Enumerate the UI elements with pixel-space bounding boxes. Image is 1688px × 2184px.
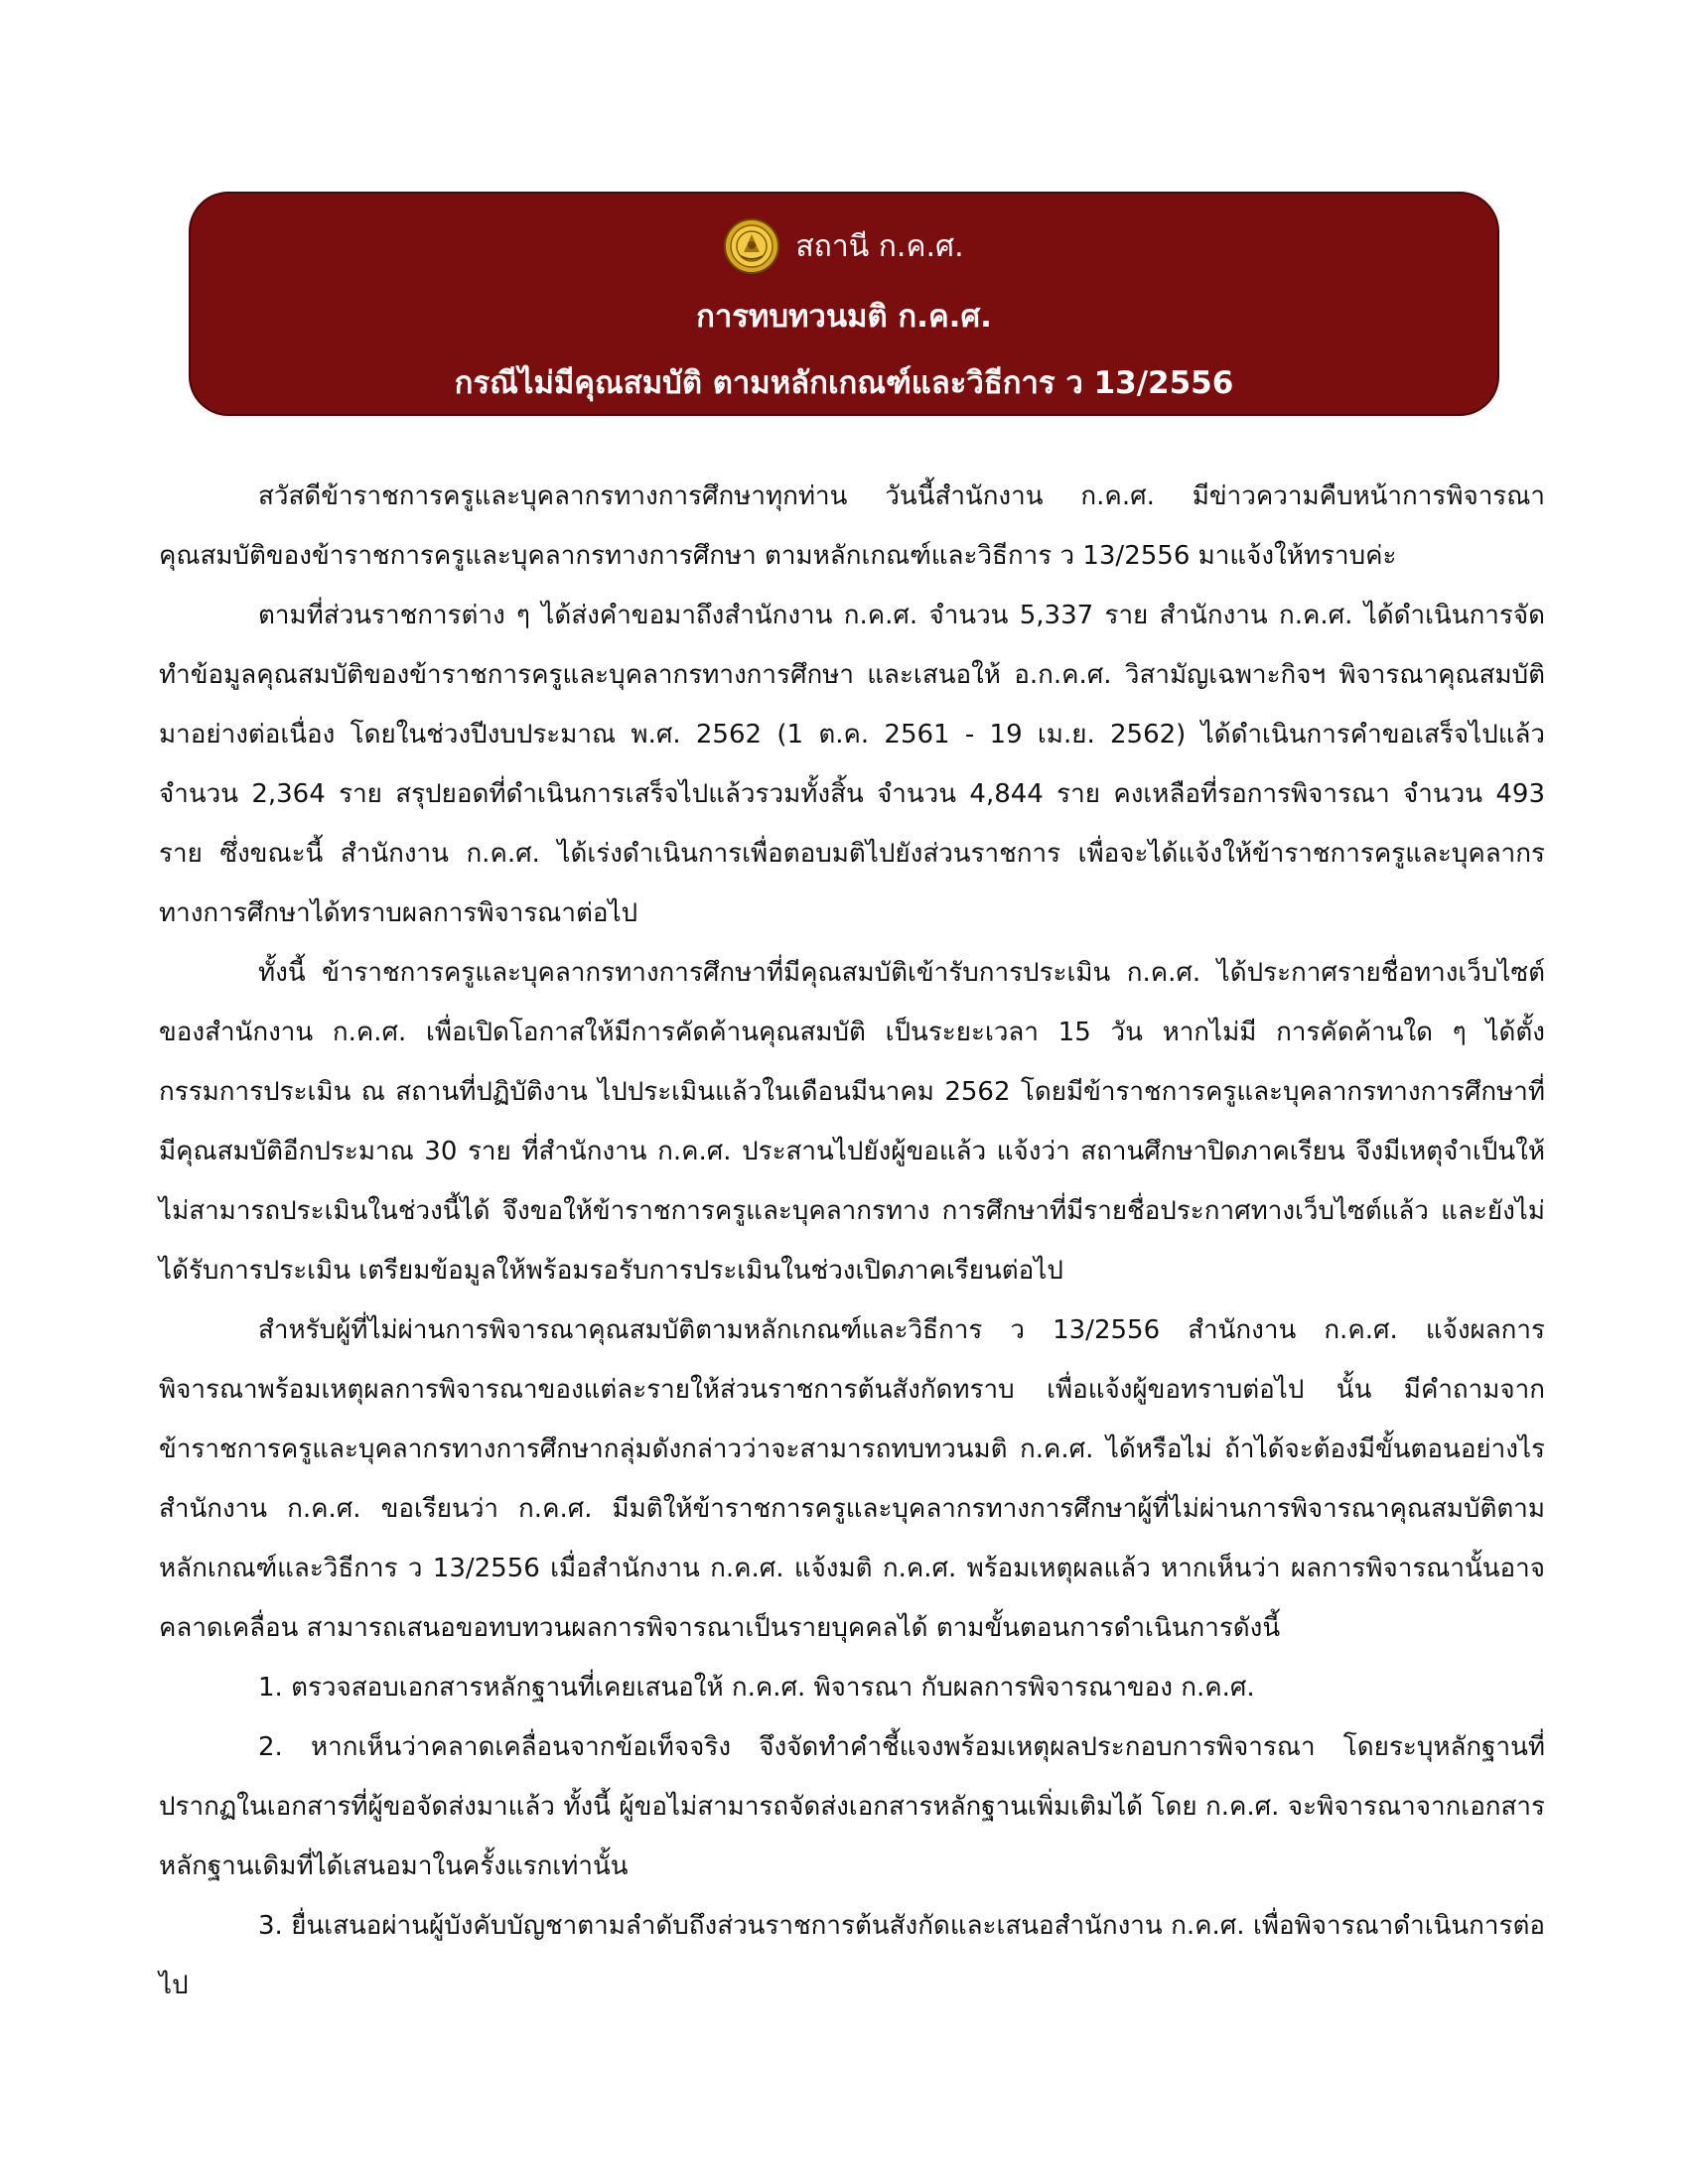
- header-banner: [189, 192, 1499, 416]
- station-name: สถานี ก.ค.ศ.: [795, 228, 964, 264]
- paragraph-progress: ตามที่ส่วนราชการต่าง ๆ ได้ส่งคำขอมาถึงสำนักงาน ก.ค.ศ. จำนวน 5,337 ราย สำนักงาน ก.ค.ศ. ได้ดำเนินการจัดทำข้อมูลคุณสมบัติของข้าราชการครูและบุคลากรทางการศึกษา และเสนอให้ อ.ก.ค.ศ. วิสามัญเฉพาะกิจฯ พิจารณาคุณสมบัติมาอย่างต่อเนื่อง โดยในช่วงปีงบประมาณ พ.ศ. 2562 (1 ต.ค. 2561 - 19 เม.ย. 2562) ได้ดำเนินการคำขอเสร็จไปแล้ว จำนวน 2,364 ราย สรุปยอดที่ดำเนินการเสร็จไปแล้วรวมทั้งสิ้น จำนวน 4,844 ราย คงเหลือที่รอการพิจารณา จำนวน 493 ราย ซึ่งขณะนี้ สำนักงาน ก.ค.ศ. ได้เร่งดำเนินการเพื่อตอบมติไปยังส่วนราชการ เพื่อจะได้แจ้งให้ข้าราชการครูและบุคลากรทางการศึกษาได้ทราบผลการพิจารณาต่อไป: [159, 601, 1545, 928]
- step-item: 2. หากเห็นว่าคลาดเคลื่อนจากข้อเท็จจริง จึงจัดทำคำชี้แจงพร้อมเหตุผลประกอบการพิจารณา โดยระบุหลักฐานที่ปรากฏในเอกสารที่ผู้ขอจัดส่งมาแล้ว ทั้งนี้ ผู้ขอไม่สามารถจัดส่งเอกสารหลักฐานเพิ่มเติมได้ โดย ก.ค.ศ. จะพิจารณาจากเอกสารหลักฐานเดิมที่ได้เสนอมาในครั้งแรกเท่านั้น: [159, 1732, 1545, 1881]
- station-row: [191, 218, 1497, 274]
- document-body: [159, 467, 1545, 2015]
- page-subtitle: กรณีไม่มีคุณสมบัติ ตามหลักเกณฑ์และวิธีการ ว 13/2556: [454, 365, 1234, 401]
- step-item: 3. ยื่นเสนอผ่านผู้บังคับบัญชาตามลำดับถึงส่วนราชการต้นสังกัดและเสนอสำนักงาน ก.ค.ศ. เพื่อพิจารณาดำเนินการต่อไป: [159, 1911, 1545, 2000]
- page-title: การทบทวนมติ ก.ค.ศ.: [696, 299, 992, 335]
- paragraph-evaluation: ทั้งนี้ ข้าราชการครูและบุคลากรทางการศึกษาที่มีคุณสมบัติเข้ารับการประเมิน ก.ค.ศ. ได้ประกาศรายชื่อทางเว็บไซต์ของสำนักงาน ก.ค.ศ. เพื่อเปิดโอกาสให้มีการคัดค้านคุณสมบัติ เป็นระยะเวลา 15 วัน หากไม่มี การคัดค้านใด ๆ ได้ตั้งกรรมการประเมิน ณ สถานที่ปฏิบัติงาน ไปประเมินแล้วในเดือนมีนาคม 2562 โดยมีข้าราชการครูและบุคลากรทางการศึกษาที่มีคุณสมบัติอีกประมาณ 30 ราย ที่สำนักงาน ก.ค.ศ. ประสานไปยังผู้ขอแล้ว แจ้งว่า สถานศึกษาปิดภาคเรียน จึงมีเหตุจำเป็นให้ไม่สามารถประเมินในช่วงนี้ได้ จึงขอให้ข้าราชการครูและบุคลากรทาง การศึกษาที่มีรายชื่อประกาศทางเว็บไซต์แล้ว และยังไม่ได้รับการประเมิน เตรียมข้อมูลให้พร้อมรอรับการประเมินในช่วงเปิดภาคเรียนต่อไป: [159, 958, 1545, 1286]
- paragraph-review: สำหรับผู้ที่ไม่ผ่านการพิจารณาคุณสมบัติตามหลักเกณฑ์และวิธีการ ว 13/2556 สำนักงาน ก.ค.ศ. แจ้งผลการพิจารณาพร้อมเหตุผลการพิจารณาของแต่ละรายให้ส่วนราชการต้นสังกัดทราบ เพื่อแจ้งผู้ขอทราบต่อไป นั้น มีคำถามจากข้าราชการครูและบุคลากรทางการศึกษากลุ่มดังกล่าวว่าจะสามารถทบทวนมติ ก.ค.ศ. ได้หรือไม่ ถ้าได้จะต้องมีขั้นตอนอย่างไร สำนักงาน ก.ค.ศ. ขอเรียนว่า ก.ค.ศ. มีมติให้ข้าราชการครูและบุคลากรทางการศึกษาผู้ที่ไม่ผ่านการพิจารณาคุณสมบัติตามหลักเกณฑ์และวิธีการ ว 13/2556 เมื่อสำนักงาน ก.ค.ศ. แจ้งมติ ก.ค.ศ. พร้อมเหตุผลแล้ว หากเห็นว่า ผลการพิจารณานั้นอาจคลาดเคลื่อน สามารถเสนอขอทบทวนผลการพิจารณาเป็นรายบุคคลได้ ตามขั้นตอนการดำเนินการดังนี้: [159, 1315, 1545, 1643]
- step-item: 1. ตรวจสอบเอกสารหลักฐานที่เคยเสนอให้ ก.ค.ศ. พิจารณา กับผลการพิจารณาของ ก.ค.ศ.: [258, 1673, 1255, 1703]
- ocsc-seal-icon: [724, 218, 779, 274]
- paragraph-greeting: สวัสดีข้าราชการครูและบุคลากรทางการศึกษาทุกท่าน วันนี้สำนักงาน ก.ค.ศ. มีข่าวความคืบหน้าการพิจารณาคุณสมบัติของข้าราชการครูและบุคลากรทางการศึกษา ตามหลักเกณฑ์และวิธีการ ว 13/2556 มาแจ้งให้ทราบค่ะ: [159, 481, 1545, 571]
